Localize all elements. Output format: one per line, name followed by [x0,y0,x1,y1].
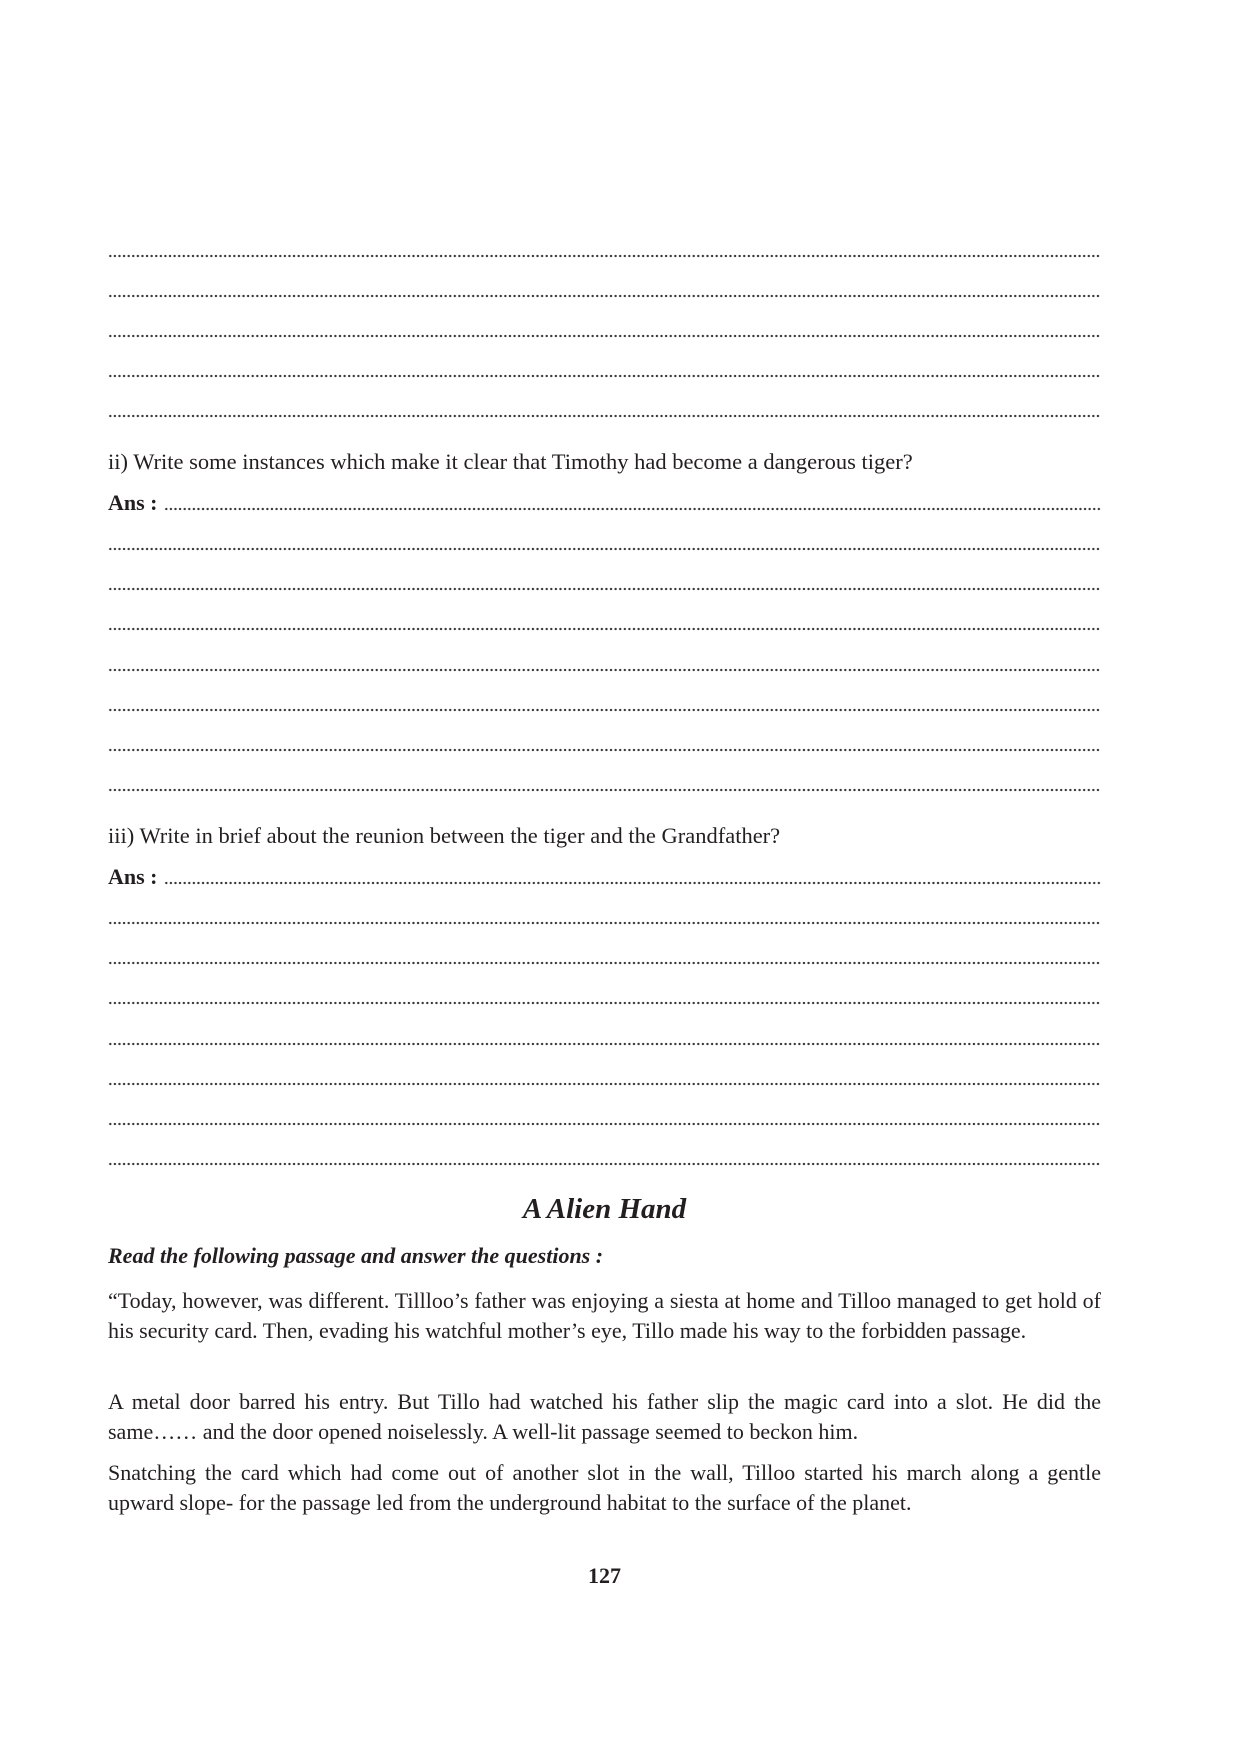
worksheet-page [108,0,1101,1755]
answer-line[interactable] [108,1082,1101,1086]
passage-paragraph-3: Snatching the card which had come out of another slot in the wall, Tilloo started his march along a gentle upward slope- for the passage led from the underground habitat to the surface of the planet. [108,1460,1101,1515]
passage-paragraph-2: A metal door barred his entry. But Tillo had watched his father slip the magic card into a slot. He did the same…… and the door opened noiselessly. A well-lit passage seemed to beckon him. [108,1389,1101,1444]
answer-row-ii[interactable] [108,488,1101,514]
answer-line[interactable] [164,507,1101,511]
passage-paragraph-1: “Today, however, was different. Tillloo’s father was enjoying a siesta at home and Tilloo managed to get hold of his security card. Then, evading his watchful mother’s eye, Tillo made his way to the forbidden passage. [108,1288,1101,1343]
answer-line[interactable] [108,334,1101,338]
page-number: 127 [588,1563,621,1588]
answer-line[interactable] [108,294,1101,298]
answer-line[interactable] [108,547,1101,551]
answer-line[interactable] [108,708,1101,712]
answer-line[interactable] [108,788,1101,792]
answer-line[interactable] [108,961,1101,965]
answer-line[interactable] [108,748,1101,752]
answer-line[interactable] [108,668,1101,672]
answer-line[interactable] [108,1042,1101,1046]
answer-line[interactable] [108,1001,1101,1005]
answer-line[interactable] [108,587,1101,591]
answer-line[interactable] [108,921,1101,925]
question-ii: ii) Write some instances which make it clear that Timothy had become a dangerous tiger? [108,449,913,474]
answer-line[interactable] [108,1162,1101,1166]
instruction-text: Read the following passage and answer the questions : [108,1243,604,1268]
answer-line[interactable] [108,627,1101,631]
question-iii: iii) Write in brief about the reunion between the tiger and the Grandfather? [108,823,781,848]
answer-line[interactable] [108,254,1101,258]
answer-label: Ans : [108,490,158,515]
section-heading: A Alien Hand [522,1193,687,1225]
answer-label: Ans : [108,864,158,889]
answer-line[interactable] [108,374,1101,378]
answer-line[interactable] [108,1122,1101,1126]
answer-row-iii[interactable] [108,862,1101,888]
answer-line[interactable] [164,881,1101,885]
answer-line[interactable] [108,414,1101,418]
